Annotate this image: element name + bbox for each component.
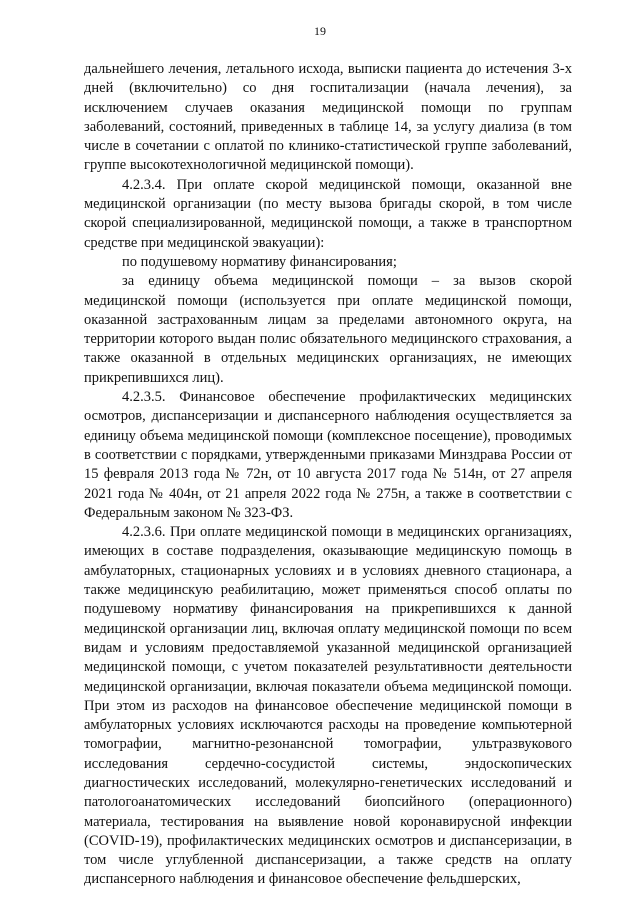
- paragraph-4-2-3-5: 4.2.3.5. Финансовое обеспечение профилактических медицинских осмотров, диспансеризации и диспансерного наблюдения осуществляется за единицу объема медицинской помощи (комплексное посещение), проводимых в соответствии с порядками, утвержденными приказами Минздрава России от 15 февраля 2013 года № 72н, от 10 августа 2017 года № 514н, от 27 апреля 2021 года № 404н, от 21 апреля 2022 года № 275н, а также в соответствии с Федеральным законом № 323-ФЗ.: [84, 389, 572, 521]
- paragraph-4-2-3-4: 4.2.3.4. При оплате скорой медицинской помощи, оказанной вне медицинской организации (по месту вызова бригады скорой, в том числе скорой специализированной, медицинской помощи, а также в транспортном средстве при медицинской эвакуации):: [84, 176, 572, 251]
- paragraph-4-2-3-6: 4.2.3.6. При оплате медицинской помощи в медицинских организациях, имеющих в составе подразделения, оказывающие медицинскую помощь в амбулаторных, стационарных условиях и в условиях дневного стационара, а также медицинскую реабилитацию, может применяться способ оплаты по подушевому нормативу финансирования на прикрепившихся к данной медицинской организации лиц, включая оплату медицинской помощи по всем видам и условиям предоставляемой указанной медицинской организацией медицинской помощи, с учетом показателей результативности деятельности медицинской организации, включая показатели объема медицинской помощи. При этом из расходов на финансовое обеспечение медицинской помощи в амбулаторных условиях исключаются расходы на проведение компьютерной томографии, магнитно-резонансной томографии, ультразвукового исследования сердечно-сосудистой системы, эндоскопических диагностических исследований, молекулярно-генетических исследований и патологоанатомических исследований биопсийного (операционного) материала, тестирования на выявление новой коронавирусной инфекции (COVID-19), профилактических медицинских осмотров и диспансеризации, в том числе углубленной диспансеризации, а также средств на оплату диспансерного наблюдения и финансовое обеспечение фельдшерских,: [84, 524, 572, 888]
- page-number: 19: [314, 24, 326, 38]
- paragraph-continuation: дальнейшего лечения, летального исхода, выписки пациента до истечения 3-х дней (включительно) со дня госпитализации (начала лечения), за исключением случаев оказания медицинской помощи по группам заболеваний, состояний, приведенных в таблице 14, за услугу диализа (в том числе в сочетании с оплатой по клинико-статистической группе заболеваний, группе высокотехнологичной медицинской помощи).: [84, 61, 572, 174]
- paragraph-per-call: за единицу объема медицинской помощи – за вызов скорой медицинской помощи (используется при оплате медицинской помощи, оказанной застрахованным лицам за пределами автономного округа, на территории которого выдан полис обязательного медицинского страхования, а также оказанной в отдельных медицинских организациях, не имеющих прикрепившихся лиц).: [84, 273, 572, 386]
- paragraph-per-capita: по подушевому нормативу финансирования;: [122, 253, 397, 270]
- document-body: [84, 60, 572, 890]
